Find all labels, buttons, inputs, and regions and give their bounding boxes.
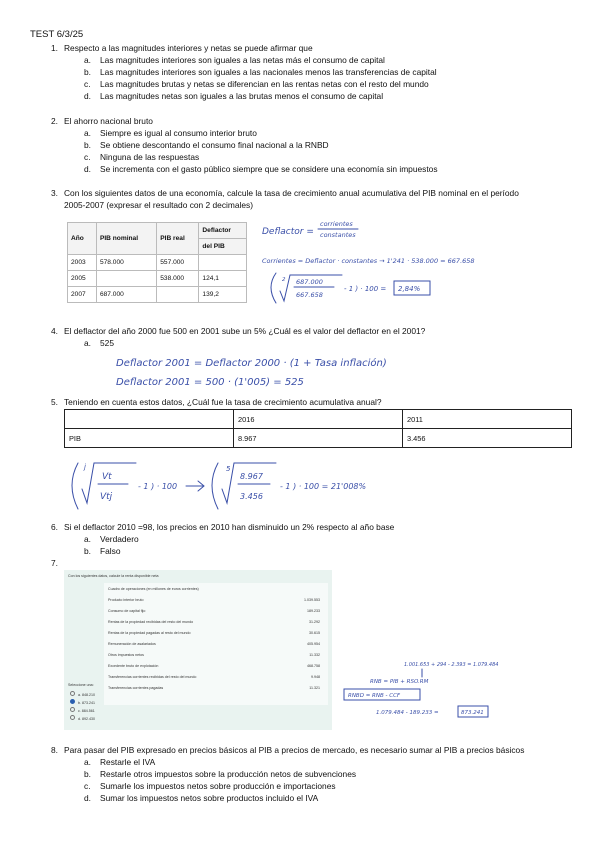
table-header <box>65 410 234 429</box>
option-letter: a. <box>84 534 91 544</box>
row-value: 189.233 <box>307 609 320 613</box>
option <box>84 79 429 89</box>
option-text: Falso <box>100 546 121 556</box>
data-table-q5 <box>64 409 572 448</box>
option-letter: b. <box>84 67 91 77</box>
embedded-choice <box>70 715 95 721</box>
embedded-row <box>108 620 320 624</box>
option-text: Se incrementa con el gasto público siempre que se considere una economía sin impuestos <box>100 164 438 174</box>
page-title: TEST 6/3/25 <box>30 29 84 40</box>
handwritten-text: Deflactor 2001 = 500 · (1'005) = 525 <box>116 377 304 388</box>
handwritten-text: - 1 ) · 100 = 21'008% <box>280 482 367 491</box>
question-text: Respecto a las magnitudes interiores y netas se puede afirmar que <box>64 43 313 53</box>
option <box>84 128 257 138</box>
embedded-row <box>108 642 320 646</box>
radio-icon <box>70 715 75 720</box>
table-header: Deflactor <box>199 223 247 239</box>
row-label: Transferencias corrientes recibidas del resto del mundo <box>108 675 197 679</box>
option-letter: c. <box>84 781 91 791</box>
handwritten-text: 2 <box>282 277 286 283</box>
table-header: Año <box>68 223 97 255</box>
option <box>84 769 356 779</box>
question-text: Con los siguientes datos de una economía, calcule la tasa de crecimiento anual acumulativa del PIB nominal en el período <box>64 188 519 198</box>
table-cell: 578.000 <box>96 255 156 271</box>
table-cell: PIB <box>65 429 234 448</box>
question-number: 2. <box>51 116 58 126</box>
embedded-choice <box>70 707 95 713</box>
embedded-choice-text: a. 848.210 <box>78 693 95 697</box>
question-number: 4. <box>51 326 58 336</box>
option-text: Las magnitudes interiores son iguales a las netas más el consumo de capital <box>100 55 385 65</box>
option-letter: c. <box>84 79 91 89</box>
question-text: El deflactor del año 2000 fue 500 en 2001 sube un 5% ¿Cuál es el valor del deflactor en el 2001? <box>64 326 426 336</box>
handwritten-text: Deflactor 2001 = Deflactor 2000 · (1 + Tasa inflación) <box>116 358 387 369</box>
handwritten-result: 873.241 <box>461 710 484 716</box>
embedded-row <box>108 631 320 635</box>
table-cell: 2005 <box>68 271 97 287</box>
handwritten-text: 1.079.484 - 189.233 = <box>376 710 439 716</box>
table-row <box>65 429 572 448</box>
row-value: 468.758 <box>307 664 320 668</box>
embedded-row <box>108 686 320 690</box>
embedded-table <box>104 583 328 705</box>
embedded-row <box>108 653 320 657</box>
question-text: El ahorro nacional bruto <box>64 116 153 126</box>
question-number: 5. <box>51 397 58 407</box>
option <box>84 546 120 556</box>
option-letter: d. <box>84 91 91 101</box>
embedded-choice <box>70 691 95 697</box>
table-cell: 2003 <box>68 255 97 271</box>
table-cell <box>157 287 199 303</box>
table-row <box>68 287 247 303</box>
data-table-q3 <box>67 222 247 303</box>
handwritten-text: Vt <box>102 472 112 482</box>
embedded-select-label: Seleccione una: <box>68 683 94 687</box>
option <box>84 781 336 791</box>
embedded-subheader: Cuadro de operaciones (en millones de euros corrientes) <box>108 587 199 591</box>
option-letter: a. <box>84 757 91 767</box>
row-label: Rentas de la propiedad recibidas del resto del mundo <box>108 620 194 624</box>
option-letter: a. <box>84 338 91 348</box>
table-cell: 124,1 <box>199 271 247 287</box>
radio-icon <box>70 707 75 712</box>
table-header: 2016 <box>234 410 403 429</box>
option-letter: a. <box>84 128 91 138</box>
question-number: 8. <box>51 745 58 755</box>
option-letter: a. <box>84 55 91 65</box>
row-label: Producto interior bruto <box>108 598 144 602</box>
table-cell: 538.000 <box>157 271 199 287</box>
question-number: 1. <box>51 43 58 53</box>
handwritten-solution-q4 <box>112 352 432 390</box>
row-value: 405.954 <box>307 642 320 646</box>
table-row <box>68 255 247 271</box>
option-text: Las magnitudes interiores son iguales a las nacionales menos las transferencias de capital <box>100 67 437 77</box>
row-label: Remuneración de asalariados <box>108 642 156 646</box>
option-text: 525 <box>100 338 114 348</box>
option <box>84 140 329 150</box>
table-cell <box>96 271 156 287</box>
table-row <box>68 271 247 287</box>
embedded-choice-text: c. 884.561 <box>78 709 95 713</box>
option <box>84 55 385 65</box>
row-label: Rentas de la propiedad pagadas al resto del mundo <box>108 631 191 635</box>
table-cell: 2007 <box>68 287 97 303</box>
option <box>84 338 114 348</box>
option-text: Siempre es igual al consumo interior bruto <box>100 128 257 138</box>
option-text: Restarle el IVA <box>100 757 156 767</box>
handwritten-text: 3.456 <box>240 492 263 501</box>
row-value: 31.292 <box>309 620 320 624</box>
handwritten-text: RNBD = RNB - CCF <box>348 693 401 699</box>
question-number: 7. <box>51 558 58 568</box>
option-text: Sumarle los impuestos netos sobre producción e importaciones <box>100 781 336 791</box>
row-value: 1.039.553 <box>304 598 320 602</box>
option <box>84 164 438 174</box>
table-cell: 687.000 <box>96 287 156 303</box>
handwritten-text: 5 <box>226 465 231 473</box>
option <box>84 91 383 101</box>
handwritten-text: 8.967 <box>240 472 263 481</box>
handwritten-solution-q5 <box>62 455 422 515</box>
question-number: 6. <box>51 522 58 532</box>
embedded-row <box>108 609 320 613</box>
table-cell <box>199 255 247 271</box>
option <box>84 152 199 162</box>
table-cell: 3.456 <box>403 429 572 448</box>
table-cell: 557.000 <box>157 255 199 271</box>
handwritten-text: 1.001.653 + 294 - 2.393 = 1.079.484 <box>404 662 499 668</box>
handwritten-text: RNB = PIB + RSO.RM <box>370 679 429 685</box>
table-cell: 8.967 <box>234 429 403 448</box>
radio-icon <box>70 691 75 696</box>
handwritten-text: Deflactor = <box>262 227 314 237</box>
question-number: 3. <box>51 188 58 198</box>
handwritten-text: 667.658 <box>296 291 323 299</box>
row-label: Excedente bruto de explotación <box>108 664 159 668</box>
embedded-choice-text: d. 892.430 <box>78 717 95 721</box>
option <box>84 757 155 767</box>
table-header: 2011 <box>403 410 572 429</box>
option <box>84 793 318 803</box>
option-text: Las magnitudes netas son iguales a las brutas menos el consumo de capital <box>100 91 384 101</box>
option-text: Sumar los impuestos netos sobre productos incluido el IVA <box>100 793 319 803</box>
table-header: del PIB <box>199 239 247 255</box>
handwritten-text: constantes <box>320 231 356 239</box>
option-letter: d. <box>84 793 91 803</box>
embedded-row <box>108 675 320 679</box>
handwritten-solution-q3 <box>258 215 578 310</box>
row-value: 11.332 <box>309 653 320 657</box>
row-value: 9.948 <box>311 675 320 679</box>
table-header: PIB nominal <box>96 223 156 255</box>
option-letter: b. <box>84 546 91 556</box>
handwritten-text: corrientes <box>320 220 353 228</box>
row-label: Otros impuestos netos <box>108 653 144 657</box>
option-text: Las magnitudes brutas y netas se diferencian en las rentas netas con el resto del mundo <box>100 79 429 89</box>
row-label: Transferencias corrientes pagadas <box>108 686 164 690</box>
embedded-header: Con los siguientes datos, calcule la renta disponible neta <box>68 574 159 578</box>
question-text: Si el deflactor 2010 =98, los precios en 2010 han disminuido un 2% respecto al año base <box>64 522 395 532</box>
handwritten-text: 687.000 <box>296 278 323 286</box>
row-label: Consumo de capital fijo <box>108 609 146 613</box>
handwritten-text: Vtj <box>100 492 113 502</box>
option-letter: b. <box>84 140 91 150</box>
handwritten-result: 2,84% <box>398 285 421 293</box>
option-text: Ninguna de las respuestas <box>100 152 200 162</box>
embedded-choice-text: b. 873.241 <box>78 701 95 705</box>
table-header: PIB real <box>157 223 199 255</box>
handwritten-text: j <box>84 463 86 471</box>
handwritten-text: Corrientes = Deflactor · constantes → 1'241 · 538.000 = 667.658 <box>262 257 475 265</box>
embedded-question-screenshot <box>64 570 332 730</box>
option-letter: b. <box>84 769 91 779</box>
embedded-row <box>108 598 320 602</box>
question-text: Para pasar del PIB expresado en precios básicos al PIB a precios de mercado, es necesario sumar al PIB a precios básicos <box>64 745 525 755</box>
option-text: Restarle otros impuestos sobre la producción netos de subvenciones <box>100 769 357 779</box>
option-letter: d. <box>84 164 91 174</box>
question-text: Teniendo en cuenta estos datos, ¿Cuál fue la tasa de crecimiento acumulativa anual? <box>64 397 382 407</box>
embedded-row <box>108 664 320 668</box>
row-value: 11.321 <box>309 686 320 690</box>
option-text: Se obtiene descontando el consumo final nacional a la RNBD <box>100 140 329 150</box>
handwritten-text: - 1 ) · 100 = <box>344 285 387 293</box>
option <box>84 534 139 544</box>
row-value: 30.615 <box>309 631 320 635</box>
question-text-continued: 2005-2007 (expresar el resultado con 2 decimales) <box>64 200 254 210</box>
embedded-choice <box>70 699 95 705</box>
handwritten-solution-q7 <box>340 656 540 724</box>
option <box>84 67 437 77</box>
radio-selected-icon <box>70 699 75 704</box>
handwritten-text: - 1 ) · 100 <box>138 482 178 491</box>
option-text: Verdadero <box>100 534 139 544</box>
option-letter: c. <box>84 152 91 162</box>
table-cell: 139,2 <box>199 287 247 303</box>
